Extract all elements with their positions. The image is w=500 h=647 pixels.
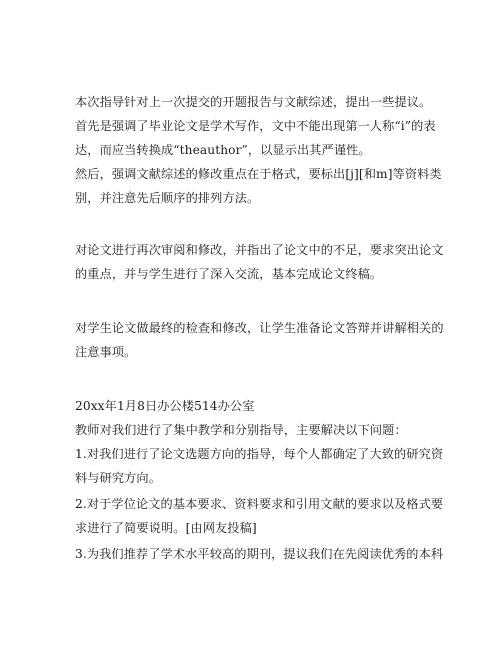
paragraph-line: 首先是强调了毕业论文是学术写作，文中不能出现第一人称“i”的表 (75, 119, 436, 133)
date-location-line: 20xx年1月8日办公楼514办公室 (75, 399, 255, 413)
paragraph-line: 达，而应当转换成“theauthor”，以显示出其严谨性。 (75, 143, 371, 157)
paragraph-line: 注意事项。 (75, 345, 137, 359)
paragraph-line: 本次指导针对上一次提交的开题报告与文献综述，提出一些提议。 (75, 95, 432, 109)
list-item-line: 料与研究方向。 (75, 471, 162, 485)
paragraph-line: 对论文进行再次审阅和修改，并指出了论文中的不足，要求突出论文 (75, 243, 444, 257)
list-item-line: 2.对于学位论文的基本要求、资料要求和引用文献的要求以及格式要 (75, 497, 444, 511)
paragraph-line: 然后，强调文献综述的修改重点在于格式，要标出[j][和m]等资料类 (75, 167, 442, 181)
paragraph-line: 别，并注意先后顺序的排列方法。 (75, 191, 260, 205)
paragraph-line: 教师对我们进行了集中教学和分别指导，主要解决以下问题： (75, 423, 407, 437)
paragraph-line: 对学生论文做最终的检查和修改，让学生准备论文答辩并讲解相关的 (75, 321, 444, 335)
list-item-line: 3.为我们推荐了学术水平较高的期刊，提议我们在先阅读优秀的本科 (75, 547, 444, 561)
list-item-line: 1.对我们进行了论文选题方向的指导，每个人都确定了大致的研究资 (75, 447, 444, 461)
paragraph-line: 的重点，并与学生进行了深入交流，基本完成论文终稿。 (75, 267, 383, 281)
list-item-line: 求进行了简要说明。[由网友投稿] (75, 521, 257, 535)
